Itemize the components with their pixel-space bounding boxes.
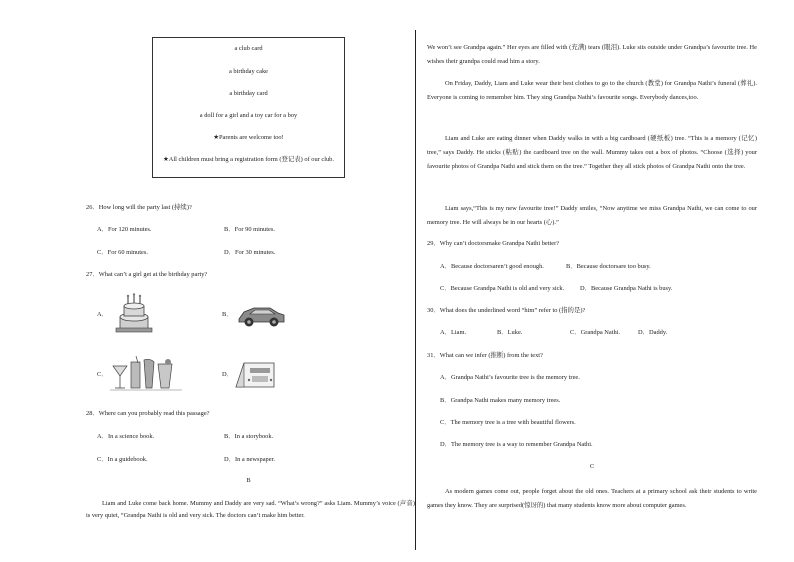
question-30: 30．What does the underlined word “him” refer to (指的是)? [427,307,586,314]
q27-option-a[interactable]: A． [97,311,109,318]
birthday-cake-icon [112,293,156,340]
q27-option-d[interactable]: D． [222,371,234,378]
notice-line: a birthday card [229,90,268,97]
q28-option-c[interactable]: C．In a guidebook. [97,456,148,463]
notice-line: a birthday cake [228,68,269,75]
q30-option-a[interactable]: A．Liam. [440,329,467,336]
section-b-paragraph-3: On Friday, Daddy, Liam and Luke wear their best clothes to go to the church (教堂) for Grandpa Nathi’s funeral (葬礼). Everyone is coming to remember him. They sing Grandpa Nathi’s favourite songs. Everybody dances,too. [427,80,757,101]
section-b-paragraph-4: Liam and Luke are eating dinner when Daddy walks in with a big cardboard (硬纸板) tree. “This is a memory (记忆) tree,” says Daddy. He sticks (粘贴) the cardboard tree on the wall. Mummy takes out a box of photos. “Choose (选择) your favourite photos of Grandpa Nathi and stick them on the tree.” Together they all stick photos of Grandpa Nathi onto the tree. [427,135,757,170]
question-27: 27．What can’t a girl get at the birthday party? [86,271,208,278]
q31-option-b[interactable]: B．Grandpa Nathi makes many memory trees. [440,397,561,404]
q28-option-a[interactable]: A．In a science book. [97,433,155,440]
section-c-paragraph-1: As modern games come out, people forget about the old ones. Teachers at a primary school ask their students to write games they know. They are surprised(惊讶的) that many students know more about computer games. [427,488,757,509]
section-b-paragraph-2: We won’t see Grandpa again.” Her eyes are filled with (充满) tears (眼泪). Luke sits outside under Grandpa’s favourite tree. He wishes their grandpa could read him a story. [427,44,757,65]
q30-option-b[interactable]: B．Luke. [497,329,523,336]
question-29: 29．Why can’t doctorsmake Grandpa Nathi better? [427,240,560,247]
section-b-paragraph-5: Liam says,“This is my new favourite tree!” Daddy smiles, “Now anytime we miss Grandpa Nathi, we can come to our memory tree. He will always be in our hearts (心).” [427,205,757,226]
q29-option-a[interactable]: A．Because doctorsaren’t good enough. [440,263,544,270]
q26-option-b[interactable]: B．For 90 minutes. [224,226,275,233]
notice-line: a doll for a girl and a toy car for a boy [199,112,298,119]
section-b-paragraph-1: Liam and Luke come back home. Mummy and Daddy are very sad. “What’s wrong?” asks Liam. Mummy’s voice (声音) is very quiet, “Grandpa Nathi is old and very sick. The doctors can’t make him better. [86,500,415,519]
section-c-heading: C [589,463,595,470]
q29-option-b[interactable]: B．Because doctorsare too busy. [566,263,651,270]
birthday-card-icon [234,360,276,395]
notice-line: ★All children must bring a registration form (登记表) of our club. [163,156,334,163]
q29-option-c[interactable]: C．Because Grandpa Nathi is old and very sick. [440,285,565,292]
q26-option-a[interactable]: A．For 120 minutes. [97,226,152,233]
q27-option-b[interactable]: B． [222,311,233,318]
q28-option-d[interactable]: D．In a newspaper. [224,456,275,463]
section-b-heading: B [246,477,251,484]
question-26: 26．How long will the party last (持续)? [86,204,192,211]
notice-line: ★Parents are welcome too! [213,134,284,141]
q26-option-c[interactable]: C．For 60 minutes. [97,249,148,256]
notice-box [152,37,345,178]
q27-option-c[interactable]: C． [97,371,108,378]
notice-line: a club card [234,45,263,52]
q30-option-c[interactable]: C．Grandpa Nathi. [570,329,621,336]
q28-option-b[interactable]: B．In a storybook. [224,433,274,440]
toy-car-icon [236,303,286,334]
question-31: 31．What can we infer (推断) from the text? [427,352,543,359]
q26-option-d[interactable]: D．For 30 minutes. [224,249,276,256]
question-28: 28．Where can you probably read this passage? [86,410,210,417]
q31-option-c[interactable]: C．The memory tree is a tree with beautiful flowers. [440,419,576,426]
column-divider [415,30,416,550]
q31-option-d[interactable]: D．The memory tree is a way to remember Grandpa Nathi. [440,441,593,448]
drinks-icon [110,354,182,399]
q30-option-d[interactable]: D．Daddy. [638,329,668,336]
q29-option-d[interactable]: D．Because Grandpa Nathi is busy. [580,285,673,292]
q31-option-a[interactable]: A．Grandpa Nathi’s favourite tree is the memory tree. [440,374,580,381]
